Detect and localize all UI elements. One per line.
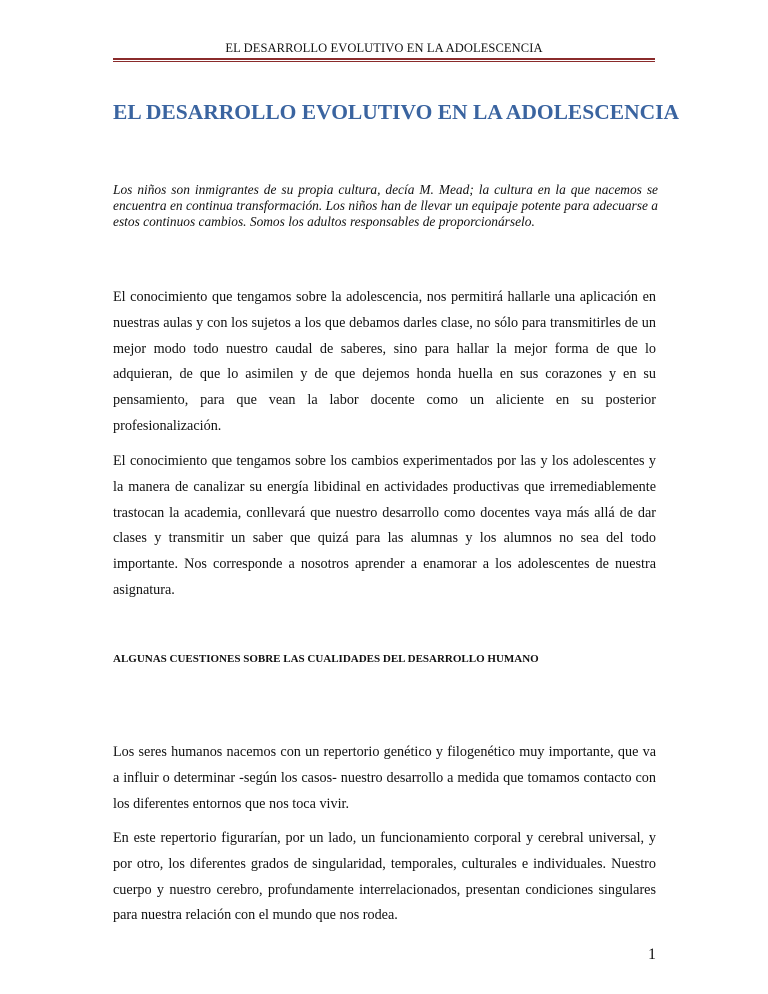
paragraph-2: El conocimiento que tengamos sobre los cambios experimentados por las y los adolescentes y la manera de canalizar su energía libidinal en actividades productivas que irremediablemente trastocan la academia, conllevará que nuestro desarrollo como docentes vaya más allá de dar clases y transmitir un saber que quizá para las alumnas y los alumnos no sea del todo importante. Nos corresponde a nosotros aprender a enamorar a los adolescentes de nuestra asignatura. <box>113 453 656 598</box>
header-rule-secondary <box>113 61 655 62</box>
document-title: EL DESARROLLO EVOLUTIVO EN LA ADOLESCENCIA <box>113 100 680 124</box>
section-paragraph-1: Los seres humanos nacemos con un repertorio genético y filogenético muy importante, que va a influir o determinar -según los casos- nuestro desarrollo a medida que tomamos contacto con los diferentes entornos que nos toca vivir. <box>113 744 656 812</box>
section-paragraph-2: En este repertorio figurarían, por un lado, un funcionamiento corporal y cerebral universal, y por otro, los diferentes grados de singularidad, temporales, culturales e individuales. Nuestro cuerpo y nuestro cerebro, profundamente interrelacionados, presentan condiciones singulares para nuestra relación con el mundo que nos rodea. <box>113 830 656 924</box>
section-heading: ALGUNAS CUESTIONES SOBRE LAS CUALIDADES DEL DESARROLLO HUMANO <box>113 653 539 665</box>
running-header: EL DESARROLLO EVOLUTIVO EN LA ADOLESCENCIA <box>225 41 543 55</box>
header-rule <box>113 58 655 60</box>
paragraph-1: El conocimiento que tengamos sobre la adolescencia, nos permitirá hallarle una aplicación en nuestras aulas y con los sujetos a los que debamos darles clase, no sólo para transmitirles de un mejor modo todo nuestro caudal de saberes, sino para hallar la mejor forma de que lo adquieran, de que lo asimilen y de que dejemos honda huella en sus corazones y en su pensamiento, para que vean la labor docente como un aliciente en su posterior profesionalización. <box>113 289 656 434</box>
page-number: 1 <box>648 946 656 963</box>
epigraph-quote: Los niños son inmigrantes de su propia cultura, decía M. Mead; la cultura en la que nacemos se encuentra en continua transformación. Los niños han de llevar un equipaje potente para adecuarse a estos continuos cambios. Somos los adultos responsables de proporcionárselo. <box>113 182 658 229</box>
